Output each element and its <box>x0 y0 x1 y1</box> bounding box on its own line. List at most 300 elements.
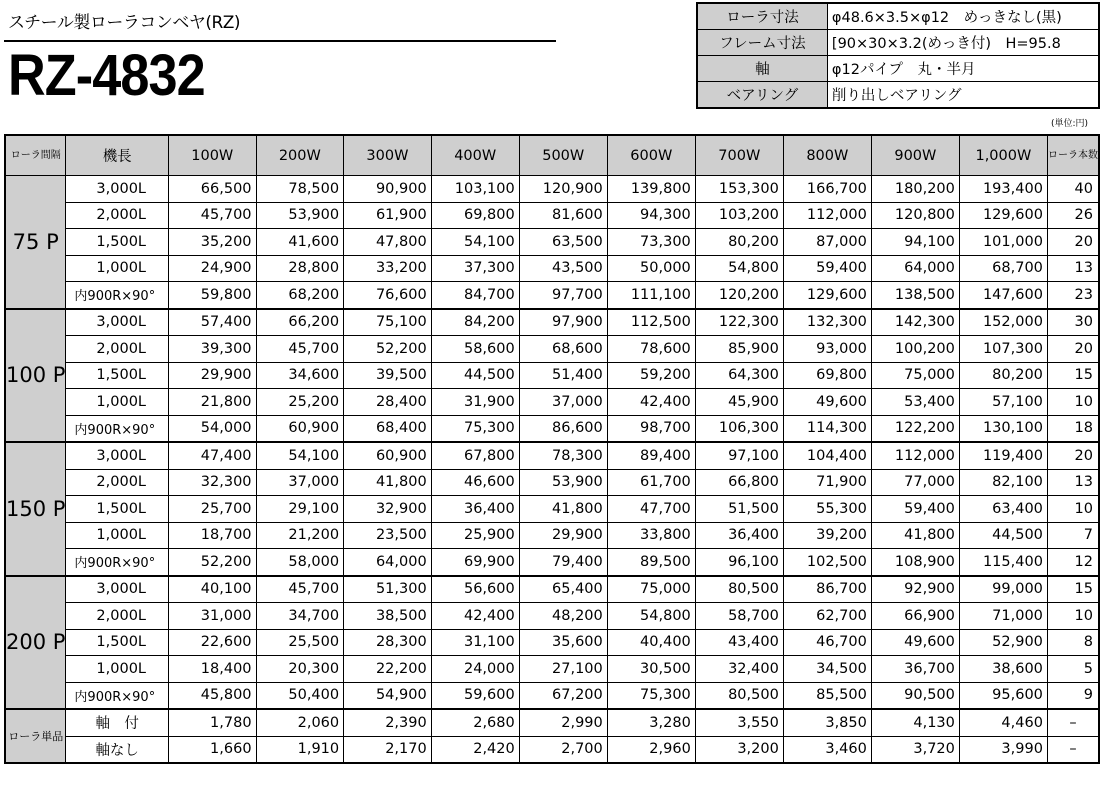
length-cell: 3,000L <box>66 176 169 203</box>
price-cell: 3,550 <box>695 709 783 736</box>
roller-count-cell: 8 <box>1047 629 1099 656</box>
roller-count-cell: 9 <box>1047 682 1099 709</box>
price-cell: 47,700 <box>607 496 695 523</box>
spec-row <box>697 82 1099 109</box>
length-cell: 1,500L <box>66 496 169 523</box>
price-cell: 66,500 <box>168 176 256 203</box>
price-cell: 39,500 <box>344 362 432 389</box>
price-cell: 59,600 <box>431 682 519 709</box>
length-cell: 3,000L <box>66 442 169 469</box>
roller-count-cell: 10 <box>1047 603 1099 630</box>
price-cell: 52,900 <box>959 629 1047 656</box>
price-cell: 99,000 <box>959 576 1047 603</box>
price-cell: 78,600 <box>607 336 695 363</box>
price-cell: 130,100 <box>959 415 1047 442</box>
price-cell: 75,000 <box>871 362 959 389</box>
header-pitch: ローラ間隔 <box>5 135 66 176</box>
price-cell: 53,900 <box>256 202 344 229</box>
roller-count-cell: 20 <box>1047 442 1099 469</box>
price-cell: 61,700 <box>607 469 695 496</box>
price-cell: 61,900 <box>344 202 432 229</box>
price-cell: 41,800 <box>871 522 959 549</box>
roller-count-cell: 23 <box>1047 282 1099 309</box>
price-cell: 24,900 <box>168 255 256 282</box>
price-cell: 81,600 <box>519 202 607 229</box>
price-cell: 22,600 <box>168 629 256 656</box>
table-row <box>5 629 1099 656</box>
table-row <box>5 415 1099 442</box>
length-cell: 1,000L <box>66 255 169 282</box>
price-cell: 44,500 <box>959 522 1047 549</box>
table-row <box>5 496 1099 523</box>
price-cell: 22,200 <box>344 656 432 683</box>
price-cell: 2,390 <box>344 709 432 736</box>
price-cell: 3,280 <box>607 709 695 736</box>
price-cell: 68,700 <box>959 255 1047 282</box>
price-cell: 122,300 <box>695 309 783 336</box>
price-cell: 115,400 <box>959 549 1047 576</box>
price-cell: 36,400 <box>695 522 783 549</box>
price-cell: 31,000 <box>168 603 256 630</box>
price-cell: 60,900 <box>256 415 344 442</box>
price-cell: 112,000 <box>871 442 959 469</box>
spec-label: ローラ寸法 <box>697 3 827 30</box>
length-cell: 2,000L <box>66 603 169 630</box>
price-cell: 53,900 <box>519 469 607 496</box>
title-rule <box>4 40 556 42</box>
table-row <box>5 656 1099 683</box>
price-cell: 32,400 <box>695 656 783 683</box>
roller-count-cell: 26 <box>1047 202 1099 229</box>
table-row <box>5 469 1099 496</box>
header-width: 500W <box>519 135 607 176</box>
price-cell: 69,900 <box>431 549 519 576</box>
price-cell: 64,000 <box>344 549 432 576</box>
price-cell: 58,700 <box>695 603 783 630</box>
price-cell: 80,200 <box>959 362 1047 389</box>
price-cell: 21,200 <box>256 522 344 549</box>
spec-row <box>697 30 1099 56</box>
price-cell: 64,300 <box>695 362 783 389</box>
price-cell: 34,700 <box>256 603 344 630</box>
price-cell: 98,700 <box>607 415 695 442</box>
price-cell: 30,500 <box>607 656 695 683</box>
price-cell: 80,500 <box>695 576 783 603</box>
price-cell: 39,300 <box>168 336 256 363</box>
roller-count-cell: 15 <box>1047 576 1099 603</box>
table-row <box>5 362 1099 389</box>
price-cell: 48,200 <box>519 603 607 630</box>
price-cell: 53,400 <box>871 389 959 416</box>
price-cell: 25,700 <box>168 496 256 523</box>
price-cell: 107,300 <box>959 336 1047 363</box>
roller-count-cell: 7 <box>1047 522 1099 549</box>
table-row <box>5 522 1099 549</box>
price-cell: 112,500 <box>607 309 695 336</box>
price-cell: 45,700 <box>256 336 344 363</box>
length-cell: 1,500L <box>66 629 169 656</box>
price-cell: 31,900 <box>431 389 519 416</box>
price-cell: 28,300 <box>344 629 432 656</box>
price-cell: 24,000 <box>431 656 519 683</box>
price-cell: 52,200 <box>168 549 256 576</box>
price-cell: 86,700 <box>783 576 871 603</box>
roller-count-cell: – <box>1047 709 1099 736</box>
price-cell: 1,660 <box>168 736 256 763</box>
price-cell: 43,500 <box>519 255 607 282</box>
header-width: 700W <box>695 135 783 176</box>
length-cell: 1,000L <box>66 522 169 549</box>
price-cell: 54,000 <box>168 415 256 442</box>
spec-value: 削り出しベアリング <box>827 82 1099 109</box>
price-cell: 51,400 <box>519 362 607 389</box>
roller-count-cell: 18 <box>1047 415 1099 442</box>
price-cell: 106,300 <box>695 415 783 442</box>
price-cell: 89,500 <box>607 549 695 576</box>
price-cell: 54,100 <box>431 229 519 256</box>
price-cell: 56,600 <box>431 576 519 603</box>
table-row <box>5 603 1099 630</box>
price-cell: 180,200 <box>871 176 959 203</box>
price-cell: 41,800 <box>519 496 607 523</box>
price-cell: 68,600 <box>519 336 607 363</box>
roller-count-cell: 5 <box>1047 656 1099 683</box>
header-width: 900W <box>871 135 959 176</box>
price-cell: 129,600 <box>783 282 871 309</box>
price-cell: 40,400 <box>607 629 695 656</box>
price-cell: 59,800 <box>168 282 256 309</box>
price-cell: 67,200 <box>519 682 607 709</box>
price-cell: 31,100 <box>431 629 519 656</box>
table-row <box>5 255 1099 282</box>
price-cell: 142,300 <box>871 309 959 336</box>
price-cell: 97,100 <box>695 442 783 469</box>
length-cell: 1,000L <box>66 389 169 416</box>
price-cell: 97,900 <box>519 309 607 336</box>
shaft-option-cell: 軸 付 <box>66 709 169 736</box>
price-cell: 51,300 <box>344 576 432 603</box>
pitch-group-label: 200 P <box>5 576 66 710</box>
price-cell: 139,800 <box>607 176 695 203</box>
header-width: 1,000W <box>959 135 1047 176</box>
header-length: 機長 <box>66 135 169 176</box>
price-cell: 47,400 <box>168 442 256 469</box>
spec-label: ベアリング <box>697 82 827 109</box>
pitch-group-label: 100 P <box>5 309 66 443</box>
price-cell: 54,900 <box>344 682 432 709</box>
price-cell: 42,400 <box>431 603 519 630</box>
roller-count-cell: 20 <box>1047 229 1099 256</box>
price-cell: 103,200 <box>695 202 783 229</box>
price-cell: 25,200 <box>256 389 344 416</box>
price-cell: 32,300 <box>168 469 256 496</box>
price-cell: 59,400 <box>871 496 959 523</box>
price-cell: 36,400 <box>431 496 519 523</box>
price-cell: 1,910 <box>256 736 344 763</box>
price-cell: 77,000 <box>871 469 959 496</box>
price-cell: 85,900 <box>695 336 783 363</box>
roller-count-cell: 10 <box>1047 389 1099 416</box>
spec-row <box>697 56 1099 82</box>
price-cell: 111,100 <box>607 282 695 309</box>
price-cell: 71,900 <box>783 469 871 496</box>
price-cell: 33,800 <box>607 522 695 549</box>
length-cell: 内900R×90° <box>66 549 169 576</box>
price-cell: 147,600 <box>959 282 1047 309</box>
roller-count-cell: 13 <box>1047 469 1099 496</box>
price-cell: 45,700 <box>256 576 344 603</box>
roller-count-cell: 13 <box>1047 255 1099 282</box>
price-cell: 45,800 <box>168 682 256 709</box>
price-cell: 36,700 <box>871 656 959 683</box>
price-cell: 49,600 <box>783 389 871 416</box>
spec-value: φ48.6×3.5×φ12 めっきなし(黒) <box>827 3 1099 30</box>
table-row <box>5 336 1099 363</box>
price-cell: 112,000 <box>783 202 871 229</box>
subtitle: スチール製ローラコンベヤ(RZ) <box>8 13 241 33</box>
price-cell: 41,800 <box>344 469 432 496</box>
price-cell: 46,700 <box>783 629 871 656</box>
price-cell: 37,000 <box>256 469 344 496</box>
price-cell: 3,990 <box>959 736 1047 763</box>
price-cell: 68,200 <box>256 282 344 309</box>
price-cell: 29,900 <box>519 522 607 549</box>
roller-count-cell: – <box>1047 736 1099 763</box>
price-cell: 45,900 <box>695 389 783 416</box>
spec-label: フレーム寸法 <box>697 30 827 56</box>
price-cell: 104,400 <box>783 442 871 469</box>
price-cell: 2,680 <box>431 709 519 736</box>
price-cell: 54,100 <box>256 442 344 469</box>
price-cell: 75,300 <box>607 682 695 709</box>
length-cell: 3,000L <box>66 309 169 336</box>
price-cell: 138,500 <box>871 282 959 309</box>
price-cell: 62,700 <box>783 603 871 630</box>
price-cell: 2,420 <box>431 736 519 763</box>
price-cell: 32,900 <box>344 496 432 523</box>
price-cell: 27,100 <box>519 656 607 683</box>
price-cell: 52,200 <box>344 336 432 363</box>
price-cell: 84,200 <box>431 309 519 336</box>
roller-count-cell: 15 <box>1047 362 1099 389</box>
table-row <box>5 682 1099 709</box>
price-cell: 33,200 <box>344 255 432 282</box>
price-cell: 80,200 <box>695 229 783 256</box>
price-cell: 2,990 <box>519 709 607 736</box>
length-cell: 1,500L <box>66 362 169 389</box>
price-cell: 35,600 <box>519 629 607 656</box>
price-cell: 119,400 <box>959 442 1047 469</box>
header-width: 100W <box>168 135 256 176</box>
price-cell: 29,100 <box>256 496 344 523</box>
price-cell: 23,500 <box>344 522 432 549</box>
price-cell: 25,900 <box>431 522 519 549</box>
price-cell: 82,100 <box>959 469 1047 496</box>
price-cell: 39,200 <box>783 522 871 549</box>
price-cell: 40,100 <box>168 576 256 603</box>
table-row <box>5 549 1099 576</box>
price-cell: 55,300 <box>783 496 871 523</box>
price-cell: 20,300 <box>256 656 344 683</box>
price-cell: 75,300 <box>431 415 519 442</box>
price-cell: 129,600 <box>959 202 1047 229</box>
price-cell: 54,800 <box>695 255 783 282</box>
price-cell: 80,500 <box>695 682 783 709</box>
length-cell: 1,500L <box>66 229 169 256</box>
price-cell: 34,600 <box>256 362 344 389</box>
price-cell: 44,500 <box>431 362 519 389</box>
price-cell: 100,200 <box>871 336 959 363</box>
price-cell: 66,800 <box>695 469 783 496</box>
price-cell: 3,460 <box>783 736 871 763</box>
price-cell: 103,100 <box>431 176 519 203</box>
price-cell: 87,000 <box>783 229 871 256</box>
roller-count-cell: 12 <box>1047 549 1099 576</box>
length-cell: 2,000L <box>66 202 169 229</box>
price-cell: 46,600 <box>431 469 519 496</box>
length-cell: 3,000L <box>66 576 169 603</box>
spec-row <box>697 3 1099 30</box>
length-cell: 2,000L <box>66 336 169 363</box>
price-cell: 75,100 <box>344 309 432 336</box>
price-cell: 71,000 <box>959 603 1047 630</box>
price-cell: 132,300 <box>783 309 871 336</box>
spec-value: φ12パイプ 丸・半月 <box>827 56 1099 82</box>
price-cell: 3,720 <box>871 736 959 763</box>
price-cell: 59,400 <box>783 255 871 282</box>
model-number: RZ-4832 <box>8 43 205 108</box>
unit-note: (単位:円) <box>1050 119 1088 129</box>
roller-count-cell: 20 <box>1047 336 1099 363</box>
price-cell: 69,800 <box>431 202 519 229</box>
table-row <box>5 389 1099 416</box>
header-width: 300W <box>344 135 432 176</box>
price-cell: 120,800 <box>871 202 959 229</box>
price-cell: 60,900 <box>344 442 432 469</box>
price-cell: 102,500 <box>783 549 871 576</box>
price-cell: 86,600 <box>519 415 607 442</box>
price-cell: 108,900 <box>871 549 959 576</box>
price-cell: 49,600 <box>871 629 959 656</box>
price-cell: 93,000 <box>783 336 871 363</box>
price-cell: 114,300 <box>783 415 871 442</box>
spec-label: 軸 <box>697 56 827 82</box>
price-cell: 28,400 <box>344 389 432 416</box>
price-cell: 95,600 <box>959 682 1047 709</box>
roller-row <box>5 709 1099 736</box>
price-cell: 97,700 <box>519 282 607 309</box>
price-cell: 41,600 <box>256 229 344 256</box>
price-cell: 38,600 <box>959 656 1047 683</box>
roller-count-cell: 30 <box>1047 309 1099 336</box>
length-cell: 内900R×90° <box>66 415 169 442</box>
price-cell: 96,100 <box>695 549 783 576</box>
price-cell: 2,170 <box>344 736 432 763</box>
price-cell: 4,130 <box>871 709 959 736</box>
pitch-group-label: 150 P <box>5 442 66 576</box>
price-cell: 75,000 <box>607 576 695 603</box>
price-cell: 120,900 <box>519 176 607 203</box>
header-row <box>5 135 1099 176</box>
price-cell: 3,850 <box>783 709 871 736</box>
price-cell: 42,400 <box>607 389 695 416</box>
price-cell: 153,300 <box>695 176 783 203</box>
price-cell: 1,780 <box>168 709 256 736</box>
price-cell: 57,100 <box>959 389 1047 416</box>
price-cell: 79,400 <box>519 549 607 576</box>
price-cell: 34,500 <box>783 656 871 683</box>
length-cell: 2,000L <box>66 469 169 496</box>
price-cell: 18,400 <box>168 656 256 683</box>
price-cell: 35,200 <box>168 229 256 256</box>
price-cell: 69,800 <box>783 362 871 389</box>
price-cell: 90,900 <box>344 176 432 203</box>
table-row <box>5 442 1099 469</box>
price-cell: 65,400 <box>519 576 607 603</box>
price-cell: 76,600 <box>344 282 432 309</box>
table-row <box>5 576 1099 603</box>
price-cell: 18,700 <box>168 522 256 549</box>
price-cell: 4,460 <box>959 709 1047 736</box>
price-cell: 92,900 <box>871 576 959 603</box>
header-width: 600W <box>607 135 695 176</box>
price-cell: 58,000 <box>256 549 344 576</box>
price-cell: 21,800 <box>168 389 256 416</box>
price-cell: 29,900 <box>168 362 256 389</box>
table-row <box>5 229 1099 256</box>
price-cell: 3,200 <box>695 736 783 763</box>
header-width: 200W <box>256 135 344 176</box>
roller-count-cell: 10 <box>1047 496 1099 523</box>
price-cell: 89,400 <box>607 442 695 469</box>
price-cell: 38,500 <box>344 603 432 630</box>
price-cell: 45,700 <box>168 202 256 229</box>
roller-group-label: ローラ単品 <box>5 709 66 763</box>
price-cell: 94,100 <box>871 229 959 256</box>
price-cell: 94,300 <box>607 202 695 229</box>
length-cell: 1,000L <box>66 656 169 683</box>
price-cell: 59,200 <box>607 362 695 389</box>
header-width: 400W <box>431 135 519 176</box>
price-cell: 166,700 <box>783 176 871 203</box>
price-cell: 85,500 <box>783 682 871 709</box>
price-cell: 57,400 <box>168 309 256 336</box>
price-cell: 43,400 <box>695 629 783 656</box>
pitch-group-label: 75 P <box>5 176 66 309</box>
price-cell: 78,300 <box>519 442 607 469</box>
price-cell: 50,000 <box>607 255 695 282</box>
price-cell: 2,960 <box>607 736 695 763</box>
price-cell: 73,300 <box>607 229 695 256</box>
price-cell: 193,400 <box>959 176 1047 203</box>
price-cell: 2,060 <box>256 709 344 736</box>
price-cell: 68,400 <box>344 415 432 442</box>
price-cell: 50,400 <box>256 682 344 709</box>
shaft-option-cell: 軸なし <box>66 736 169 763</box>
price-cell: 101,000 <box>959 229 1047 256</box>
price-cell: 67,800 <box>431 442 519 469</box>
table-row <box>5 176 1099 203</box>
table-row <box>5 309 1099 336</box>
price-cell: 84,700 <box>431 282 519 309</box>
price-cell: 66,900 <box>871 603 959 630</box>
roller-row <box>5 736 1099 763</box>
length-cell: 内900R×90° <box>66 282 169 309</box>
spec-value: [90×30×3.2(めっき付) H=95.8 <box>827 30 1099 56</box>
price-cell: 63,500 <box>519 229 607 256</box>
price-cell: 78,500 <box>256 176 344 203</box>
price-cell: 64,000 <box>871 255 959 282</box>
